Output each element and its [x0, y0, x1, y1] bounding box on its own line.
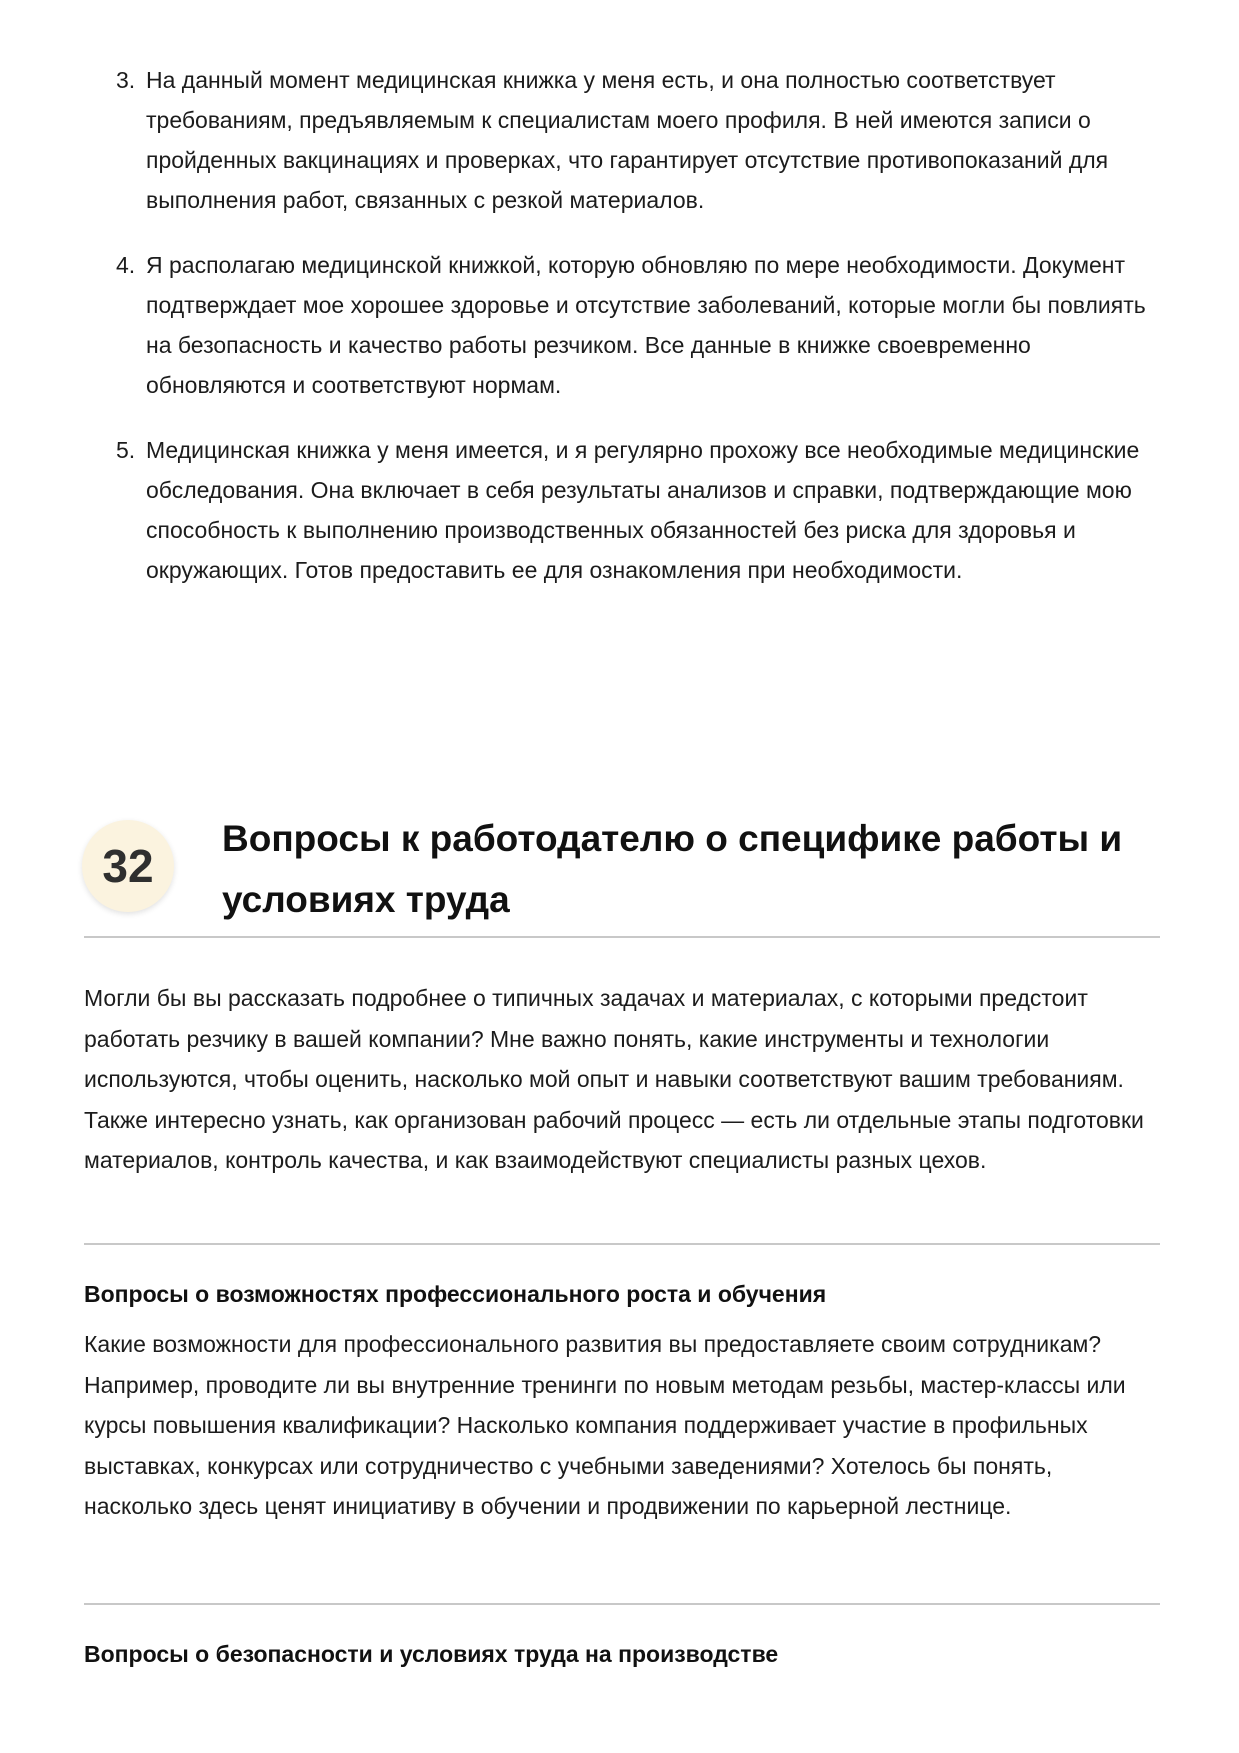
list-item-text: Я располагаю медицинской книжкой, которую обновляю по мере необходимости. Документ подтверждает мое хорошее здоровье и отсутствие заболеваний, которые могли бы повлиять на безопасность и качество работы резчиком. Все данные в книжке своевременно обновляются и соответствуют нормам.: [146, 252, 1146, 398]
section-title: Вопросы к работодателю о специфике работы и условиях труда: [222, 818, 1123, 920]
list-item-number: 4.: [116, 252, 136, 278]
subsection-paragraph-growth: Какие возможности для профессионального развития вы предоставляете своим сотрудникам? Например, проводите ли вы внутренние тренинги по новым методам резьбы, мастер-классы или курсы повышения квалификации? Насколько компания поддерживает участие в профильных выставках, конкурсах или сотрудничество с учебными заведениями? Хотелось бы понять, насколько здесь ценят инициативу в обучении и продвижении по карьерной лестнице.: [84, 1331, 1126, 1519]
section-number-badge: 32: [82, 820, 174, 912]
subsection-title-growth: Вопросы о возможностях профессионального роста и обучения: [84, 1281, 827, 1307]
list-item: [112, 430, 1152, 590]
list-item-number: 3.: [116, 67, 136, 93]
section-intro-paragraph: Могли бы вы рассказать подробнее о типичных задачах и материалах, с которыми предстоит работать резчику в вашей компании? Мне важно понять, какие инструменты и технологии используются, чтобы оценить, насколько мой опыт и навыки соответствуют вашим требованиям. Также интересно узнать, как организован рабочий процесс — есть ли отдельные этапы подготовки материалов, контроль качества, и как взаимодействуют специалисты разных цехов.: [84, 985, 1144, 1173]
divider: [84, 1243, 1160, 1245]
divider: [84, 1603, 1160, 1605]
section-divider: [84, 936, 1160, 938]
answer-list: [112, 60, 1152, 615]
subsection-title-safety: Вопросы о безопасности и условиях труда на производстве: [84, 1641, 779, 1667]
list-item-text: На данный момент медицинская книжка у меня есть, и она полностью соответствует требованиям, предъявляемым к специалистам моего профиля. В ней имеются записи о пройденных вакцинациях и проверках, что гарантирует отсутствие противопоказаний для выполнения работ, связанных с резкой материалов.: [146, 67, 1109, 213]
list-item: [112, 60, 1152, 220]
list-item-number: 5.: [116, 437, 136, 463]
list-item-text: Медицинская книжка у меня имеется, и я регулярно прохожу все необходимые медицинские обследования. Она включает в себя результаты анализов и справки, подтверждающие мою способность к выполнению производственных обязанностей без риска для здоровья и окружающих. Готов предоставить ее для ознакомления при необходимости.: [146, 437, 1140, 583]
list-item: [112, 245, 1152, 405]
